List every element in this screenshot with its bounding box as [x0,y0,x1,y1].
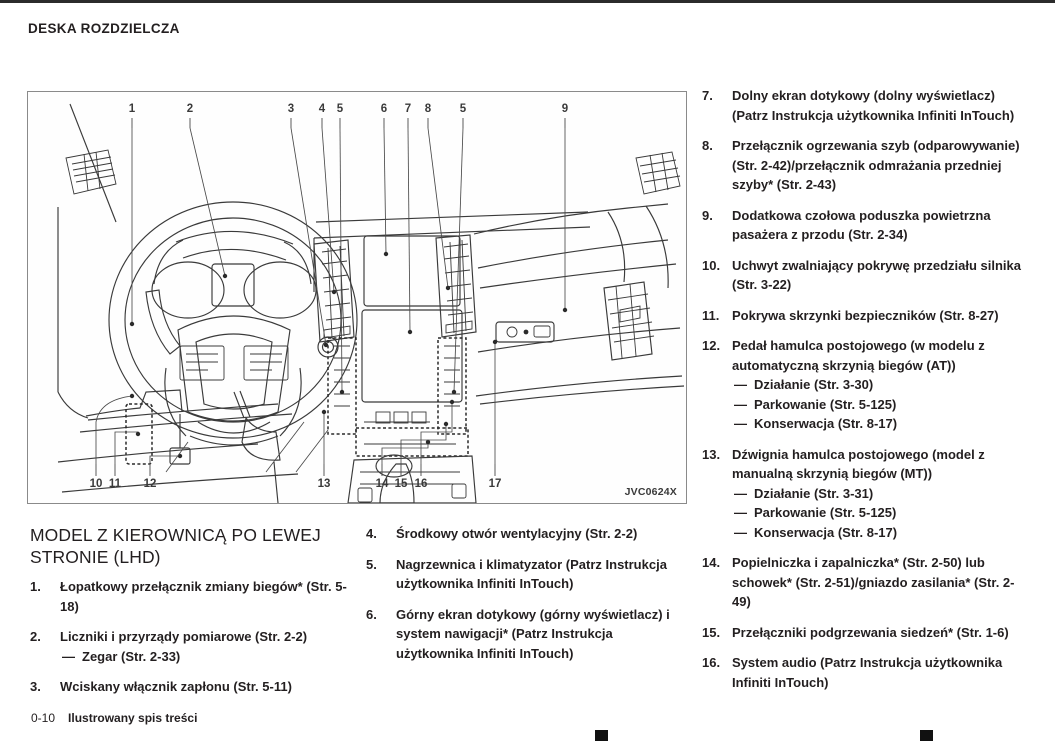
lhd-model-heading: MODEL Z KIEROWNICĄ PO LEWEJ STRONIE (LHD) [30,525,321,567]
list-item [366,524,684,544]
sub-item-dash: — [734,396,747,412]
callout-numbers [90,103,569,490]
list-item [702,86,1032,125]
list-item [702,206,1032,245]
list-item-number: 7. [702,88,713,103]
list-item-body [732,206,1032,245]
list-item-body [732,653,1032,692]
list-item-body [60,627,350,666]
list-item-label: Przełącznik ogrzewania szyb (odparowywanie) (Str. 2-42)/przełącznik odmrażania przedniej szyby* (Str. 2-43) [732,138,1020,192]
figure-code: JVC0624X [624,486,677,498]
list-item-number: 11. [702,307,720,323]
list-item-body [732,306,1032,326]
callout-number: 8 [424,103,432,115]
sub-list-item [732,503,1032,523]
list-item [702,336,1032,434]
sub-item-list [60,647,350,667]
sub-item-label: Działanie (Str. 3-30) [754,377,874,392]
callout-number: 12 [143,478,157,490]
callout-number: 2 [186,103,194,115]
list-item-number: 3. [30,679,41,694]
list-item-number: 8. [702,138,713,153]
list-item-number: 2. [30,629,41,644]
sub-item-label: Konserwacja (Str. 8-17) [754,524,898,540]
lhd-item-list [30,577,350,697]
list-item-number: 4. [366,526,377,541]
list-item-body [60,677,350,697]
dashboard-illustration [28,92,686,503]
list-item-label: Wciskany włącznik zapłonu (Str. 5-11) [60,679,292,694]
list-item-label: Górny ekran dotykowy (górny wyświetlacz) i system nawigacji* (Patrz Instrukcja użytkownika Infiniti InTouch) [396,606,670,661]
page-title: DESKA ROZDZIELCZA [28,21,180,36]
list-item-number: 15. [702,624,721,640]
dashboard-drawing [58,104,684,503]
list-item-number: 9. [702,207,713,223]
list-item-body [732,623,1032,643]
sub-item-label: Działanie (Str. 3-31) [754,485,874,501]
sub-list-item [732,414,1032,434]
page-footer [31,711,197,725]
sub-item-label: Parkowanie (Str. 5-125) [754,396,897,412]
callout-number: 4 [318,103,326,115]
sub-list-item [732,375,1032,395]
list-item [702,553,1032,612]
list-item-body [732,445,1032,543]
list-item-number: 6. [366,606,377,622]
middle-item-list [366,524,684,663]
callout-number: 6 [380,103,388,115]
list-item-label: Dodatkowa czołowa poduszka powietrzna pasażera z przodu (Str. 2-34) [732,207,991,242]
list-item [702,445,1032,543]
footer-page-number: 0-10 [31,711,56,725]
text-column-right [702,86,1032,703]
list-item [30,627,350,666]
sub-list-item [732,484,1032,504]
sub-item-dash: — [734,377,747,392]
list-item-body [732,256,1032,295]
sub-item-label: Parkowanie (Str. 5-125) [754,505,897,520]
callout-number: 11 [108,478,122,490]
sub-item-dash: — [734,524,747,540]
list-item-label: Łopatkowy przełącznik zmiany biegów* (Str. 5-18) [60,579,347,614]
list-item-number: 10. [702,257,721,273]
page-edge-tab-1 [595,730,608,741]
callout-number: 14 [375,478,389,490]
list-item-label: Dźwignia hamulca postojowego (model z manualną skrzynią biegów (MT)) [732,446,985,481]
sub-item-label: Zegar (Str. 2-33) [82,648,181,664]
list-item-label: Przełączniki podgrzewania siedzeń* (Str. 1-6) [732,624,1009,640]
callout-number: 13 [317,478,331,490]
sub-item-list [732,375,1032,434]
callout-number: 5 [336,103,344,115]
list-item-body [60,577,350,616]
sub-item-label: Konserwacja (Str. 8-17) [754,416,898,431]
list-item [702,306,1032,326]
sub-list-item [732,523,1032,543]
callout-number: 5 [459,103,467,115]
callout-number: 16 [414,478,428,490]
list-item-label: Liczniki i przyrządy pomiarowe (Str. 2-2) [60,629,308,644]
list-item-number: 16. [702,655,721,670]
callout-number: 1 [128,103,136,115]
sub-item-dash: — [734,485,747,501]
callout-number: 7 [404,103,412,115]
list-item [702,653,1032,692]
list-item-number: 14. [702,555,721,570]
list-item-body [732,136,1032,195]
list-item [30,677,350,697]
list-item [366,605,684,664]
list-item-label: Dolny ekran dotykowy (dolny wyświetlacz) (Patrz Instrukcja użytkownika Infiniti InTouch) [732,88,1015,123]
callout-number: 17 [488,478,502,490]
list-item-label: Uchwyt zwalniający pokrywę przedziału silnika (Str. 3-22) [732,257,1021,292]
list-item [702,256,1032,295]
list-item-label: System audio (Patrz Instrukcja użytkownika Infiniti InTouch) [732,655,1003,690]
list-item-label: Nagrzewnica i klimatyzator (Patrz Instrukcja użytkownika Infiniti InTouch) [396,556,667,591]
sub-item-dash: — [62,648,75,664]
list-item-body [732,336,1032,434]
callout-number: 15 [394,478,408,490]
list-item-body [732,553,1032,612]
list-item-number: 12. [702,338,721,353]
list-item-label: Popielniczka i zapalniczka* (Str. 2-50) lub schowek* (Str. 2-51)/gniazdo zasilania* (Str. 2-49) [732,555,1015,609]
callout-number: 9 [561,103,569,115]
callout-number: 3 [287,103,295,115]
list-item [702,623,1032,643]
sub-list-item [732,395,1032,415]
list-item-label: Pedał hamulca postojowego (w modelu z automatyczną skrzynią biegów (AT)) [732,338,985,373]
list-item-body [732,86,1032,125]
sub-item-dash: — [734,416,747,431]
list-item-body [396,524,684,544]
page-edge-tab-2 [920,730,933,741]
list-item-number: 5. [366,556,377,572]
list-item-body [396,605,684,664]
page-top-rule [0,0,1055,3]
dashboard-figure [27,91,687,504]
list-item-label: Środkowy otwór wentylacyjny (Str. 2-2) [396,526,638,541]
footer-section-title: Ilustrowany spis treści [68,711,198,725]
sub-item-list [732,484,1032,543]
text-column-middle [366,524,684,674]
right-item-list [702,86,1032,692]
list-item [702,136,1032,195]
sub-list-item [60,647,350,667]
list-item-number: 1. [30,579,41,594]
list-item-body [396,555,684,594]
sub-item-dash: — [734,505,747,520]
list-item-number: 13. [702,446,721,462]
list-item-label: Pokrywa skrzynki bezpieczników (Str. 8-27) [732,307,999,323]
list-item [366,555,684,594]
text-column-left [30,524,350,708]
list-item [30,577,350,616]
callout-number: 10 [89,478,103,490]
